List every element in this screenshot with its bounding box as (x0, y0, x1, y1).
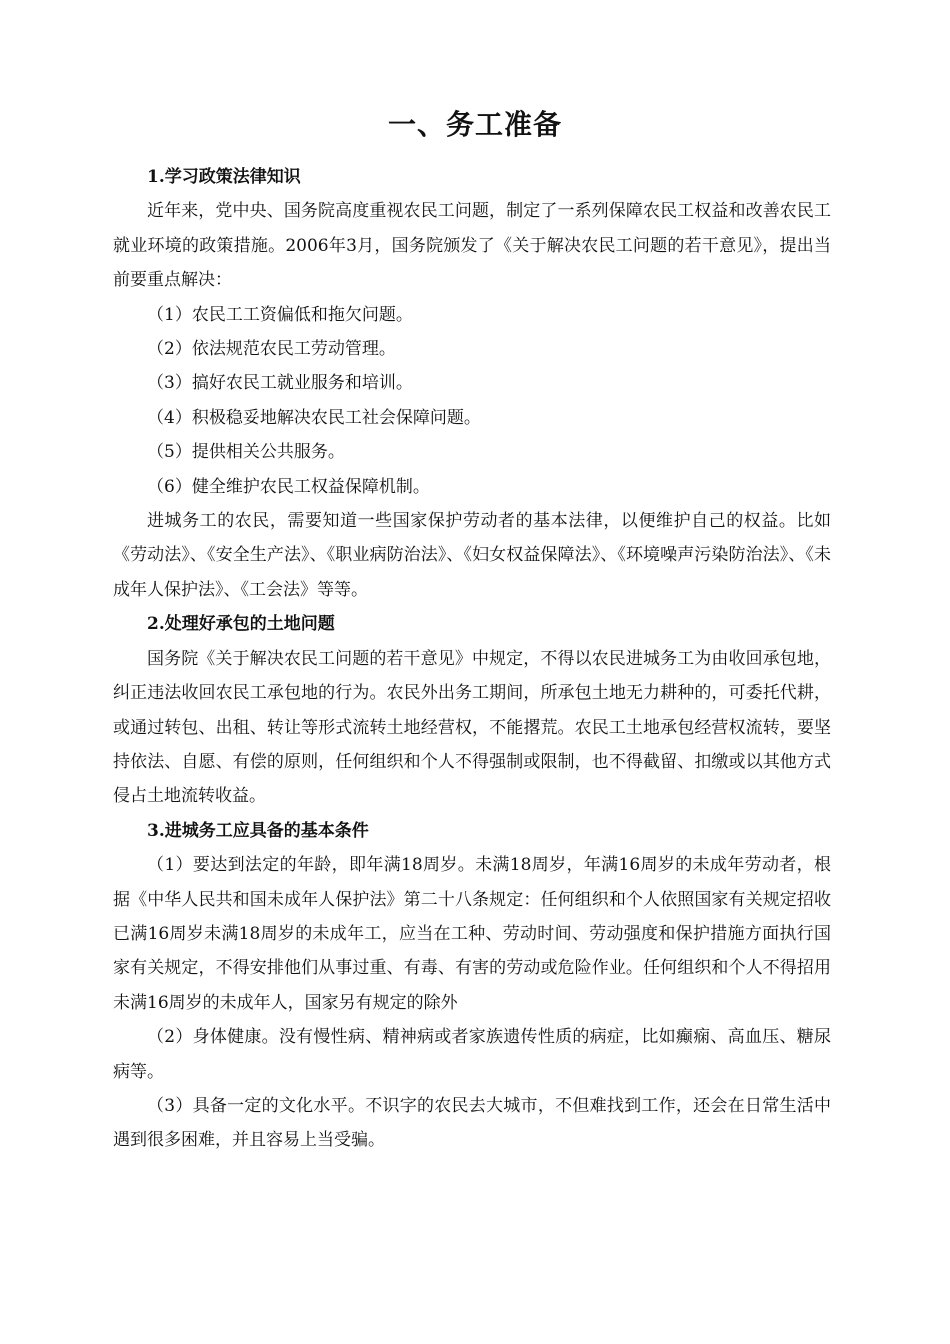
section-heading: 1.学习政策法律知识 (147, 167, 301, 187)
list-item: （1）农民工工资偏低和拖欠问题。 (147, 304, 413, 325)
list-item: （3）搞好农民工就业服务和培训。 (147, 373, 413, 394)
page-title: 一、务工准备 (387, 108, 562, 141)
paragraph: 国务院《关于解决农民工问题的若干意见》中规定，不得以农民进城务工为由收回承包地，纠正违法收回农民工承包地的行为。农民外出务工期间，所承包土地无力耕种的，可委托代耕，或通过转包、出租、转让等形式流转土地经营权，不能撂荒。农民工土地承包经营权流转，要坚持依法、自愿、有偿的原则，任何组织和个人不得强制或限制，也不得截留、扣缴或以其他方式侵占土地流转收益。 (113, 648, 831, 807)
paragraph: 进城务工的农民，需要知道一些国家保护劳动者的基本法律，以便维护自己的权益。比如《劳动法》、《安全生产法》、《职业病防治法》、《妇女权益保障法》、《环境噪声污染防治法》、《未成年人保护法》、《工会法》等等。 (113, 511, 831, 600)
list-item: （2）依法规范农民工劳动管理。 (147, 339, 396, 360)
paragraph: （2）身体健康。没有慢性病、精神病或者家族遗传性质的病症，比如癫痫、高血压、糖尿病等。 (113, 1027, 831, 1082)
list-item: （5）提供相关公共服务。 (147, 442, 345, 463)
paragraph: 近年来，党中央、国务院高度重视农民工问题，制定了一系列保障农民工权益和改善农民工就业环境的政策措施。2006年3月，国务院颁发了《关于解决农民工问题的若干意见》，提出当前要重点解决： (113, 201, 831, 291)
list-item: （6）健全维护农民工权益保障机制。 (147, 476, 430, 497)
section-heading: 2.处理好承包的土地问题 (147, 614, 335, 635)
paragraph: （1）要达到法定的年龄，即年满18周岁。未满18周岁，年满16周岁的未成年劳动者，根据《中华人民共和国未成年人保护法》第二十八条规定：任何组织和个人依照国家有关规定招收已满16周岁未满18周岁的未成年工，应当在工种、劳动时间、劳动强度和保护措施方面执行国家有关规定，不得安排他们从事过重、有毒、有害的劳动或危险作业。任何组织和个人不得招用未满16周岁的未成年人，国家另有规定的除外 (113, 855, 831, 1013)
list-item: （4）积极稳妥地解决农民工社会保障问题。 (147, 407, 481, 428)
paragraph: （3）具备一定的文化水平。不识字的农民去大城市，不但难找到工作，还会在日常生活中遇到很多困难，并且容易上当受骗。 (113, 1095, 831, 1151)
section-heading: 3.进城务工应具备的基本条件 (147, 820, 369, 841)
document-body (113, 160, 831, 1158)
